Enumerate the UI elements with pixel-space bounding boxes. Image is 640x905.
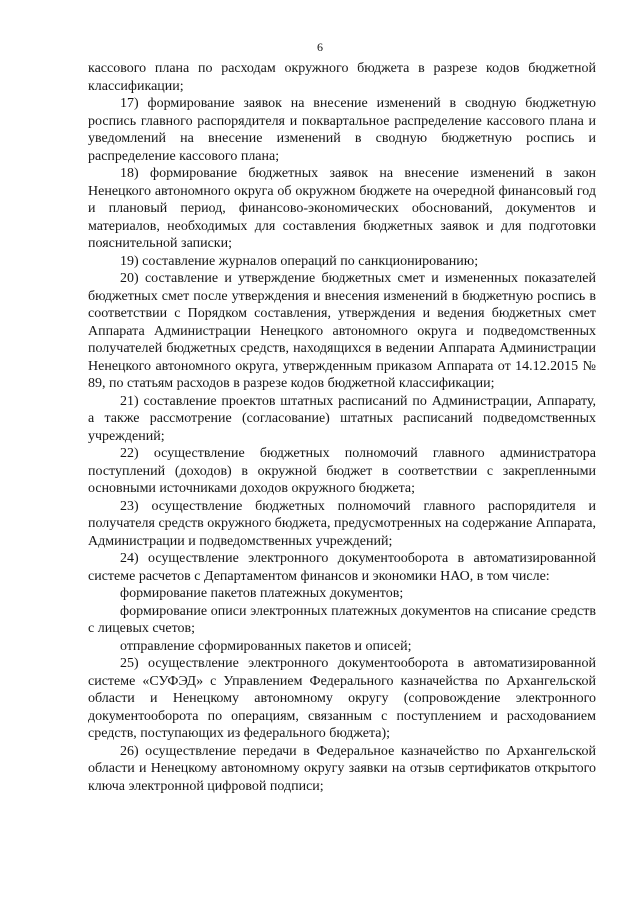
paragraph: 18) формирование бюджетных заявок на внесение изменений в закон Ненецкого автономного округа об окружном бюджете на очередной финансовый год и плановый период, финансово-экономических обоснований, документов и материалов, необходимых для составления бюджетных заявок и для подготовки пояснительной записки; xyxy=(88,166,596,251)
paragraph: 23) осуществление бюджетных полномочий главного распорядителя и получателя средств окружного бюджета, предусмотренных на содержание Аппарата, Администрации и подведомственных учреждений; xyxy=(88,498,596,549)
paragraph: 25) осуществление электронного документооборота в автоматизированной системе «СУФЭД» с Управлением Федерального казначейства по Архангельской области и Ненецкому автономному округу (сопровождение электронного документооборота по операциям, связанным с поступлением и расходованием средств, поступающих из федерального бюджета); xyxy=(88,656,596,741)
paragraph: 21) составление проектов штатных расписаний по Администрации, Аппарату, а также рассмотрение (согласование) штатных расписаний подведомственных учреждений; xyxy=(88,393,596,444)
paragraph: 17) формирование заявок на внесение изменений в сводную бюджетную роспись главного распорядителя и поквартальное распределение кассового плана и уведомлений на внесение изменений в сводную бюджетную роспись и распределение кассового плана; xyxy=(88,96,596,164)
paragraph: 20) составление и утверждение бюджетных смет и измененных показателей бюджетных смет после утверждения и внесения изменений в бюджетную роспись в соответствии с Порядком составления, утверждения и ведения бюджетных смет Аппарата Администрации Ненецкого автономного округа и подведомственных получателей бюджетных средств, находящихся в ведении Аппарата Администрации Ненецкого автономного округа, утвержденным приказом Аппарата от 14.12.2015 № 89, по статьям расходов в разрезе кодов бюджетной классификации; xyxy=(88,271,596,391)
paragraph: формирование описи электронных платежных документов на списание средств с лицевых счетов; xyxy=(88,603,596,636)
paragraph: 19) составление журналов операций по санкционированию; xyxy=(120,253,479,269)
paragraph: формирование пакетов платежных документов; xyxy=(120,586,404,601)
document-body xyxy=(88,60,596,795)
paragraph: отправление сформированных пакетов и описей; xyxy=(120,638,412,654)
paragraph: кассового плана по расходам окружного бюджета в разрезе кодов бюджетной классификации; xyxy=(88,61,596,94)
paragraph: 26) осуществление передачи в Федеральное казначейство по Архангельской области и Ненецкому автономному округу заявки на отзыв сертификатов открытого ключа электронной цифровой подписи; xyxy=(88,743,596,794)
paragraph: 22) осуществление бюджетных полномочий главного администратора поступлений (доходов) в окружной бюджет в соответствии с закрепленными основными источниками доходов окружного бюджета; xyxy=(88,446,596,496)
paragraph: 24) осуществление электронного документооборота в автоматизированной системе расчетов с Департаментом финансов и экономики НАО, в том числе: xyxy=(88,551,596,584)
page-number: 6 xyxy=(317,40,323,54)
